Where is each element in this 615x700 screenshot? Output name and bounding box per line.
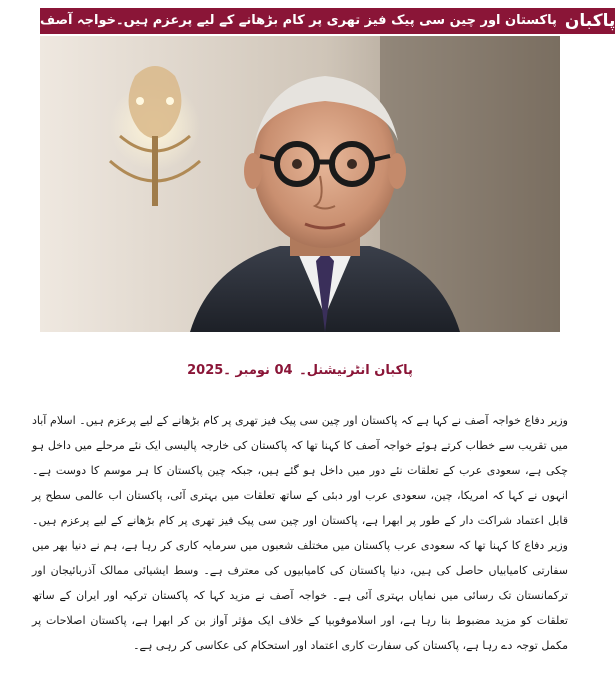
- article-body: [32, 408, 568, 658]
- brand-logo: پاکبان: [565, 8, 615, 34]
- headline: پاکستان اور چین سی پیک فیز تھری پر کام بڑھانے کے لیے پرعزم ہیں۔خواجہ آصف: [40, 8, 565, 34]
- header-bar: [40, 8, 615, 34]
- article-paragraph: وزیر دفاع خواجہ آصف نے کہا ہے کہ پاکستان اور چین سی پیک فیز تھری پر کام بڑھانے کے لیے پرعزم ہیں۔ اسلام آباد میں تقریب سے خطاب کرتے ہوئے خواجہ آصف کا کہنا تھا کہ پاکستان کی خارجہ پالیسی ایک نئے مرحلے میں داخل ہو چکی ہے، سعودی عرب کے تعلقات نئے دور میں داخل ہو گئے ہیں، جبکہ چین پاکستان کا ہر موسم کا دوست ہے۔ انہوں نے کہا کہ امریکا، چین، سعودی عرب اور دبئی کے ساتھ تعلقات میں بہتری آئی، پاکستان اب عالمی سطح پر قابل اعتماد شراکت دار کے طور پر ابھرا ہے، پاکستان اور چین سی پیک فیز تھری پر کام بڑھانے کے لیے پرعزم ہیں۔ وزیر دفاع کا کہنا تھا کہ سعودی عرب پاکستان میں مختلف شعبوں میں سرمایہ کاری کر رہا ہے، ہم نے دنیا بھر میں سفارتی کامیابیاں حاصل کی ہیں، دنیا پاکستان کی کامیابیوں کی معترف ہے۔ وسط ایشیائی ممالک آذربائیجان اور ترکمانستان تک رسائی میں نمایاں بہتری آئی ہے۔ خواجہ آصف نے مزید کہا کہ پاکستان ترکیہ اور ایران کے ساتھ تعلقات کو مزید مضبوط بنا رہا ہے، اور اسلاموفوبیا کے خلاف ایک مؤثر آواز بن کر ابھرا ہے، پاکستان اصلاحات پر مکمل توجہ دے رہا ہے، پاکستان کی سفارت کاری اعتماد اور استحکام کی عکاسی کر رہی ہے۔: [32, 414, 568, 652]
- byline-date: 04 نومبر ۔2025: [187, 363, 293, 378]
- news-photo: [40, 36, 560, 332]
- photo-illustration: [40, 36, 560, 332]
- byline-source: پاکبان انٹرنیشنل۔: [299, 363, 413, 378]
- byline: [40, 360, 560, 382]
